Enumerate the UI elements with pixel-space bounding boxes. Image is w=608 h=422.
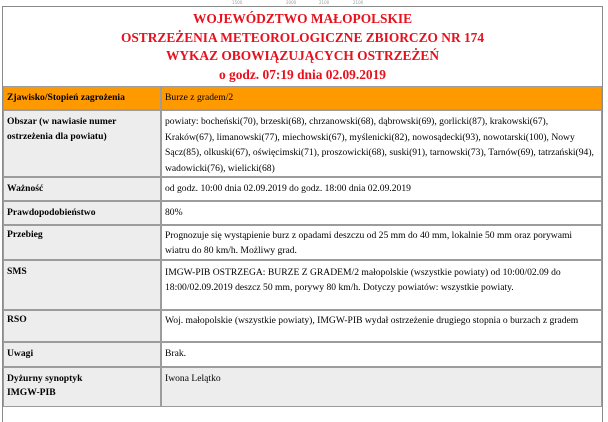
table-row-probability (3, 201, 602, 225)
table-row-course (3, 225, 602, 260)
remarks-label: Uwagi (3, 342, 161, 367)
ruler-tick-label: 1500 (232, 0, 243, 5)
issue-time: o godz. 07:19 dnia 02.09.2019 (218, 66, 387, 82)
region-title: WOJEWÓDZTWO MAŁOPOLSKIE (192, 11, 413, 26)
duty-forecaster-label (3, 367, 161, 407)
sms-value: IMGW-PIB OSTRZEGA: BURZE Z GRADEM/2 małopolskie (wszystkie powiaty) od 10:00/02.09 do 18:00/02.09.2019 deszcz 50 mm, porywy 80 km/h. Dotyczy powiatów: wszystkie powiaty. (161, 260, 602, 310)
remarks-value: Brak. (161, 342, 602, 367)
sms-label: SMS (3, 260, 161, 310)
table-row-remarks (3, 342, 602, 367)
table-row-duty-forecaster (3, 367, 602, 407)
ruler-tick-label: 2100 (353, 0, 364, 5)
validity-value: od godz. 10:00 dnia 02.09.2019 do godz. 18:00 dnia 02.09.2019 (161, 177, 602, 201)
duty-forecaster-value: Iwona Lelątko (161, 367, 602, 407)
table-row-sms (3, 260, 602, 310)
table-row-phenomenon (3, 86, 602, 110)
phenomenon-value: Burze z gradem/2 (161, 86, 602, 110)
list-title: WYKAZ OBOWIĄZUJĄCYCH OSTRZEŻEŃ (165, 48, 440, 64)
table-row-rso (3, 310, 602, 342)
duty-forecaster-label-line2: IMGW-PIB (7, 387, 56, 399)
table-row-validity (3, 177, 602, 201)
table-row-area (3, 110, 602, 177)
probability-label: Prawdopodobieństwo (3, 201, 161, 225)
warning-table (3, 86, 602, 407)
course-value: Prognozuje się wystąpienie burz z opadami deszczu od 25 mm do 40 mm, lokalnie 50 mm oraz porywami wiatru do 80 km/h. Możliwy grad. (161, 225, 602, 260)
ruler-tick-label: 2100 (319, 0, 330, 5)
rso-label: RSO (3, 310, 161, 342)
duty-forecaster-label-line1: Dyżurny synoptyk (7, 373, 83, 385)
rso-value: Woj. małopolskie (wszystkie powiaty), IMGW-PIB wydał ostrzeżenie drugiego stopnia o burzach z gradem (161, 310, 602, 342)
course-label: Przebieg (3, 225, 161, 260)
area-value: powiaty: bocheński(70), brzeski(68), chrzanowski(68), dąbrowski(69), gorlicki(87), krakowski(67), Kraków(67), limanowski(77), miechowski(67), myślenicki(82), nowosądecki(93), nowotarski(100), Nowy Sącz(85), olkuski(67), oświęcimski(71), proszowicki(68), suski(91), tarnowski(73), Tarnów(69), tatrzański(94), wadowicki(76), wielicki(68) (161, 110, 602, 177)
probability-value: 80% (161, 201, 602, 225)
validity-label: Ważność (3, 177, 161, 201)
area-label: Obszar (w nawiasie numer ostrzeżenia dla powiatu) (3, 110, 161, 177)
warning-title (3, 7, 602, 86)
bulletin-title: OSTRZEŻENIA METEOROLOGICZNE ZBIORCZO NR 174 (120, 29, 485, 45)
ruler-tick-label: 2000 (286, 0, 297, 5)
phenomenon-label: Zjawisko/Stopień zagrożenia (3, 86, 161, 110)
